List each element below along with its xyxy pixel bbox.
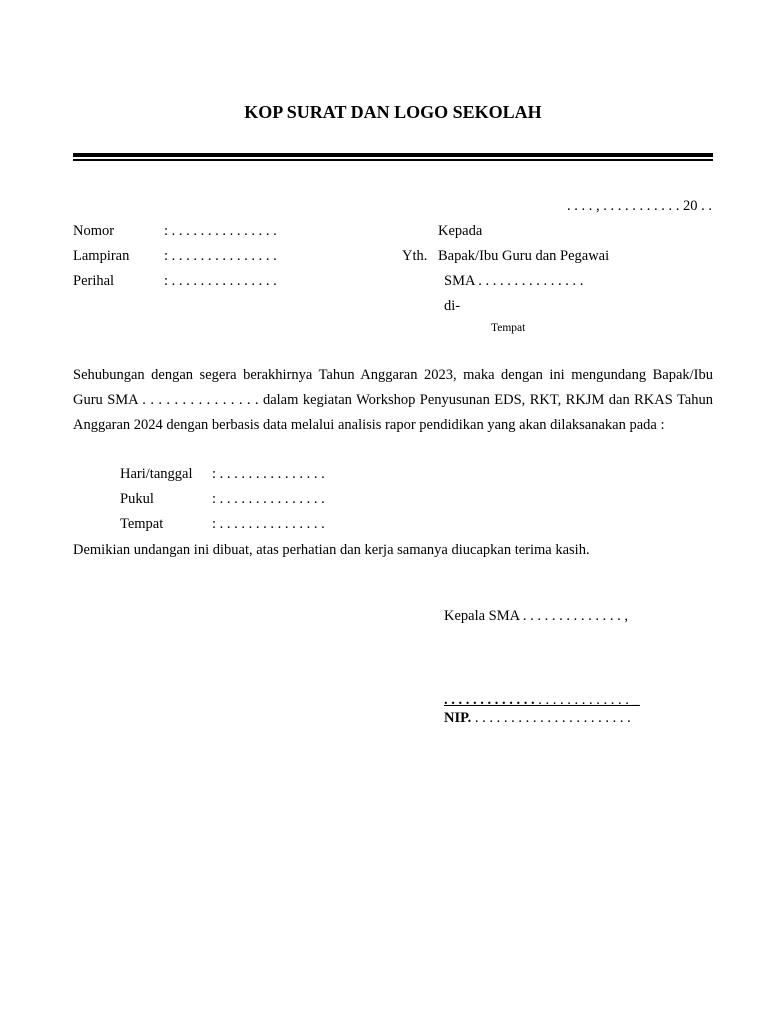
lampiran-label: Lampiran [73,248,130,264]
detail-label-date: Hari/tanggal [120,466,193,482]
nomor-label: Nomor [73,223,115,239]
letterhead-title: KOP SURAT DAN LOGO SEKOLAH [244,102,542,122]
recipient-yth: Yth. [402,248,428,264]
recipient-di: di- [444,298,461,314]
signature-name-bold: . . . . . . . . . . . . . [444,692,535,708]
detail-value-time: : . . . . . . . . . . . . . . . [212,491,325,507]
lampiran-value: : . . . . . . . . . . . . . . . [164,248,277,264]
signature-nip-value: . . . . . . . . . . . . . . . . . . . . . . [471,710,631,726]
signature-position: Kepala SMA . . . . . . . . . . . . . . , [444,608,629,624]
perihal-value: : . . . . . . . . . . . . . . . [164,273,277,289]
detail-label-time: Pukul [120,491,154,507]
detail-value-place: : . . . . . . . . . . . . . . . [212,516,325,532]
recipient-kepada: Kepada [438,223,483,239]
perihal-label: Perihal [73,273,115,289]
signature-name-rest: . . . . . . . . . . . . . _ [534,692,640,708]
closing-sentence: Demikian undangan ini dibuat, atas perhatian dan kerja samanya diucapkan terima kasih. [73,542,590,558]
signature-nip-line [444,710,631,727]
recipient-school: SMA . . . . . . . . . . . . . . . [444,273,584,289]
letterhead-rule-thick [73,153,713,157]
body-paragraph: Sehubungan dengan segera berakhirnya Tahun Anggaran 2023, maka dengan ini mengundang Bapak/Ibu Guru SMA . . . . . . . . . . . . . . . dalam kegiatan Workshop Penyusunan EDS, RKT, RKJM dan RKAS Tahun Anggaran 2024 dengan berbasis data melalui analisis rapor pendidikan yang akan dilaksanakan pada : [73,367,713,434]
signature-nip-label: NIP. [444,710,472,726]
signature-name-line [444,692,640,709]
recipient-name: Bapak/Ibu Guru dan Pegawai [438,248,610,264]
nomor-value: : . . . . . . . . . . . . . . . [164,223,277,239]
date-line: . . . . , . . . . . . . . . . . 20 . . [567,198,712,214]
letterhead-rule-thin [73,159,713,161]
detail-value-date: : . . . . . . . . . . . . . . . [212,466,325,482]
recipient-tempat: Tempat [491,322,526,334]
detail-label-place: Tempat [120,516,164,532]
